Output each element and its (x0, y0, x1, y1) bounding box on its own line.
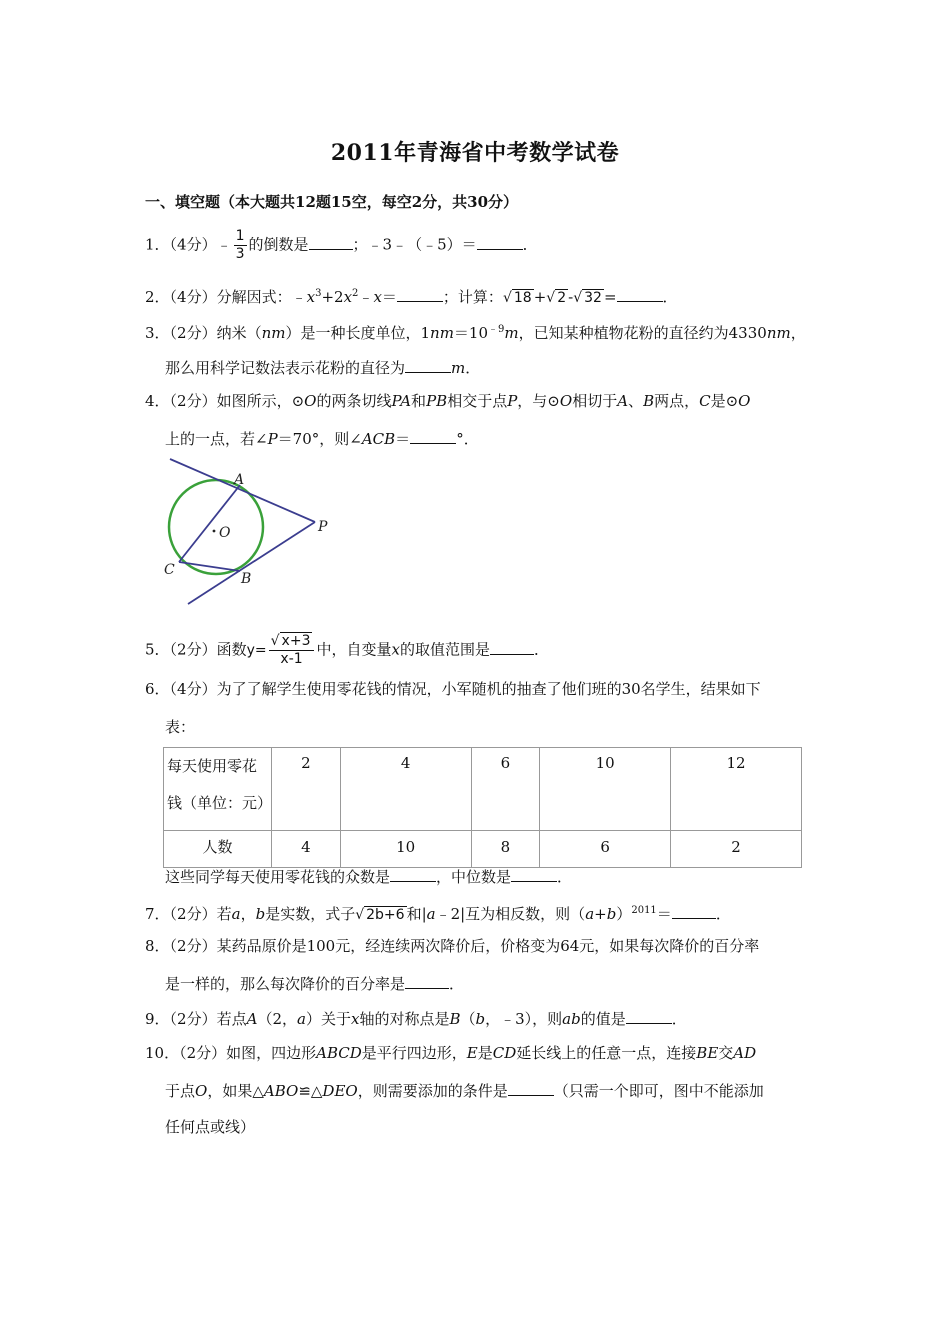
question-text: 中，自变量 (316, 640, 392, 659)
variable: a (426, 905, 436, 923)
center-point (213, 530, 216, 533)
table-cell: 12 (671, 748, 802, 831)
unit: nm (766, 324, 791, 342)
variable: b (475, 1010, 486, 1028)
header-text: 钱（单位：元） (167, 794, 273, 812)
equals: = (603, 288, 617, 306)
answer-blank[interactable] (626, 1008, 672, 1024)
table-cell: 8 (471, 831, 540, 868)
question-text: 是⊙ (710, 392, 739, 410)
question-text: 函数 (216, 640, 247, 659)
fraction (269, 633, 315, 668)
answer-blank[interactable] (309, 234, 353, 250)
period: ． (449, 975, 465, 993)
variable: ABO (263, 1082, 299, 1100)
question-7 (145, 901, 731, 925)
variable: ab (562, 1010, 581, 1028)
period: ． (662, 288, 678, 306)
question-text: 于点 (165, 1082, 196, 1100)
question-text: ≌△ (298, 1082, 323, 1100)
answer-blank[interactable] (672, 903, 716, 919)
question-text: ；﹣3﹣（﹣5）＝ (352, 235, 477, 254)
question-text: 若点 (216, 1010, 247, 1028)
variable: O (559, 392, 573, 410)
question-text: 3．（2分）纳米（ (145, 324, 262, 342)
variable: BE (696, 1044, 719, 1062)
table-cell: 4 (340, 748, 471, 831)
unit: nm (261, 324, 286, 342)
question-6-line-2: 表： (165, 718, 196, 736)
variable: ABCD (316, 1044, 362, 1062)
question-text: ；计算： (442, 288, 503, 306)
question-text: 和| (406, 905, 427, 923)
exponent: 2 (352, 288, 359, 299)
question-text: ，﹣3），则 (485, 1010, 563, 1028)
question-text: （2， (257, 1010, 297, 1028)
label-c: C (164, 562, 175, 578)
operator: + (594, 905, 607, 923)
answer-blank[interactable] (410, 428, 456, 444)
fraction-numerator: 1 (235, 228, 245, 244)
question-10-line-1 (145, 1043, 756, 1063)
variable: ACB (361, 430, 396, 448)
variable: b (255, 905, 266, 923)
variable: x (306, 288, 316, 306)
table-row (164, 831, 802, 868)
variable: x (373, 288, 382, 306)
question-8-line-2 (165, 973, 464, 994)
exponent: ﹣9 (488, 324, 505, 335)
variable: C (699, 392, 711, 410)
table-header-cell (164, 748, 272, 831)
question-1 (145, 228, 538, 263)
question-text: 相交于点 (447, 392, 508, 410)
table-row (164, 748, 802, 831)
variable: E (466, 1044, 478, 1062)
question-number: 1． (145, 235, 170, 254)
question-2 (145, 284, 678, 308)
answer-blank[interactable] (390, 866, 436, 882)
radical-icon: √ (546, 290, 556, 306)
question-6-line-3 (165, 866, 572, 887)
answer-blank[interactable] (405, 357, 451, 373)
question-text: 是一样的，那么每次降价的百分率是 (165, 975, 406, 993)
question-text: 相切于 (572, 392, 618, 410)
period: ． (715, 905, 731, 923)
chord-cb (179, 562, 240, 571)
question-number: 2． (145, 288, 170, 306)
question-text: 交 (718, 1044, 734, 1062)
variable: CD (492, 1044, 517, 1062)
table-cell: 10 (540, 748, 671, 831)
radicand: 32 (584, 290, 602, 306)
question-text: ﹣2|互为相反数，则（ (435, 905, 586, 923)
variable: P (267, 430, 278, 448)
variable: PA (391, 392, 412, 410)
question-10-line-2 (165, 1080, 764, 1101)
answer-blank[interactable] (490, 639, 534, 655)
answer-blank[interactable] (511, 866, 557, 882)
period: ． (533, 640, 549, 659)
answer-blank[interactable] (617, 286, 663, 302)
question-text: 延长线上的任意一点，连接 (516, 1044, 697, 1062)
question-text: 和 (411, 392, 427, 410)
question-text: 这些同学每天使用零花钱的众数是 (165, 868, 391, 886)
score: （4分） (169, 235, 217, 254)
fraction-denominator: x-1 (280, 651, 303, 667)
variable: P (507, 392, 518, 410)
question-3-line-2 (165, 357, 480, 378)
variable: B (643, 392, 655, 410)
exponent: 3 (315, 288, 322, 299)
table-cell: 6 (471, 748, 540, 831)
question-text: 10．（2分）如图，四边形 (145, 1044, 317, 1062)
question-text: 分解因式：﹣ (216, 288, 307, 306)
period: ． (557, 868, 573, 886)
fraction (234, 228, 247, 263)
variable: b (606, 905, 617, 923)
question-text: 上的一点，若∠ (165, 430, 268, 448)
question-text: ） (616, 905, 632, 923)
tangent-line-pa (170, 459, 315, 522)
unit: nm (430, 324, 454, 342)
question-4-line-2 (165, 428, 479, 449)
period: ． (671, 1010, 687, 1028)
variable: a (585, 905, 595, 923)
question-text: ， (790, 324, 806, 342)
question-number: 5． (145, 640, 170, 659)
question-text: ＝10 (453, 324, 489, 342)
function-symbol: y= (246, 642, 267, 659)
variable: x (343, 288, 353, 306)
question-6-line-1: 6．（4分）为了了解学生使用零花钱的情况，小军随机的抽查了他们班的30名学生，结果如下 (145, 680, 761, 698)
question-text: ， (240, 905, 256, 923)
table-header-cell: 人数 (164, 831, 272, 868)
circle-tangent-figure (160, 452, 340, 612)
radicand: 18 (513, 290, 532, 306)
operator: +2 (321, 288, 344, 306)
variable: A (246, 1010, 258, 1028)
question-text: 那么用科学记数法表示花粉的直径为 (165, 359, 406, 377)
operator: + (533, 288, 547, 306)
radical-icon: √ (502, 290, 512, 306)
table-cell: 2 (272, 748, 341, 831)
answer-blank[interactable] (405, 973, 449, 989)
question-text: 4．（2分）如图所示，⊙ (145, 392, 305, 410)
pocket-money-table (163, 747, 802, 868)
radicand: 2b+6 (366, 907, 405, 923)
question-text: 是 (477, 1044, 493, 1062)
operator: - (568, 288, 574, 306)
question-text: （ (460, 1010, 476, 1028)
fraction-numerator (269, 633, 315, 651)
score: （2分） (169, 640, 217, 659)
variable: x (391, 640, 400, 659)
variable: a (231, 905, 241, 923)
fraction-denominator: 3 (235, 246, 245, 262)
variable: a (297, 1010, 306, 1028)
question-3-line-1 (145, 320, 806, 343)
variable: DEO (322, 1082, 358, 1100)
question-text: 的取值范围是 (399, 640, 490, 659)
radical-icon: √ (355, 907, 365, 923)
question-text: 两点， (654, 392, 700, 410)
question-text: 轴的对称点是 (359, 1010, 450, 1028)
question-4-line-1 (145, 391, 750, 411)
answer-blank[interactable] (508, 1080, 554, 1096)
question-text: ，如果△ (207, 1082, 264, 1100)
question-text: 是实数，式子 (265, 905, 356, 923)
question-text: 的两条切线 (316, 392, 392, 410)
question-text: 、 (628, 392, 644, 410)
score: （2分） (169, 905, 217, 923)
variable: AD (733, 1044, 757, 1062)
unit: m (451, 359, 466, 377)
unit: m (504, 324, 519, 342)
operator: ﹣ (358, 288, 374, 306)
score: （2分） (169, 1010, 217, 1028)
radical-icon: √ (573, 290, 583, 306)
question-5 (145, 633, 549, 668)
question-number: 7． (145, 905, 170, 923)
radicand: x+3 (281, 633, 311, 649)
question-text: ，已知某种植物花粉的直径约为4330 (518, 324, 767, 342)
question-text: ，则需要添加的条件是 (357, 1082, 508, 1100)
question-text: 的值是 (580, 1010, 626, 1028)
question-text: ，中位数是 (436, 868, 512, 886)
question-text: ＝ (395, 430, 411, 448)
header-text: 每天使用零花 (167, 757, 258, 775)
answer-blank[interactable] (397, 286, 443, 302)
variable: O (195, 1082, 208, 1100)
question-text: ＝70°，则∠ (277, 430, 362, 448)
variable: PB (426, 392, 448, 410)
variable: x (350, 1010, 360, 1028)
chord-ca (179, 485, 240, 562)
variable: O (738, 392, 751, 410)
table-cell: 6 (540, 831, 671, 868)
label-b: B (241, 571, 252, 587)
section-heading: 一、填空题（本大题共12题15空，每空2分，共30分） (145, 193, 519, 211)
question-text: ）是一种长度单位，1 (285, 324, 431, 342)
question-text: 的倒数是 (248, 235, 309, 254)
question-10-line-3: 任何点或线） (165, 1118, 256, 1136)
variable: A (617, 392, 629, 410)
variable: B (449, 1010, 461, 1028)
period: ． (465, 359, 481, 377)
question-text: ）关于 (305, 1010, 351, 1028)
answer-blank[interactable] (477, 234, 523, 250)
question-number: 9． (145, 1010, 170, 1028)
minus-sign: ﹣ (216, 235, 232, 254)
table-cell: 2 (671, 831, 802, 868)
table-cell: 4 (272, 831, 341, 868)
question-text: 若 (216, 905, 232, 923)
question-text: ，与⊙ (517, 392, 560, 410)
question-text: 是平行四边形， (361, 1044, 467, 1062)
label-o: O (219, 525, 231, 541)
variable: O (304, 392, 317, 410)
label-a: A (234, 472, 245, 488)
question-text: °． (456, 430, 479, 448)
tangent-line-pb (188, 522, 315, 604)
question-8-line-1: 8．（2分）某药品原价是100元，经连续两次降价后，价格变为64元，如果每次降价的百分率 (145, 937, 760, 955)
score: （4分） (169, 288, 217, 306)
radicand: 2 (557, 290, 567, 306)
table-cell: 10 (340, 831, 471, 868)
question-text: （只需一个即可，图中不能添加 (553, 1082, 764, 1100)
label-p: P (318, 519, 328, 535)
question-9 (145, 1008, 687, 1029)
radical-icon: √ (270, 633, 280, 649)
period: ． (522, 235, 538, 254)
page-title: 2011年青海省中考数学试卷 (330, 140, 620, 166)
equals: ＝ (656, 905, 672, 923)
exponent: 2011 (631, 905, 657, 916)
equals: ＝ (381, 288, 397, 306)
